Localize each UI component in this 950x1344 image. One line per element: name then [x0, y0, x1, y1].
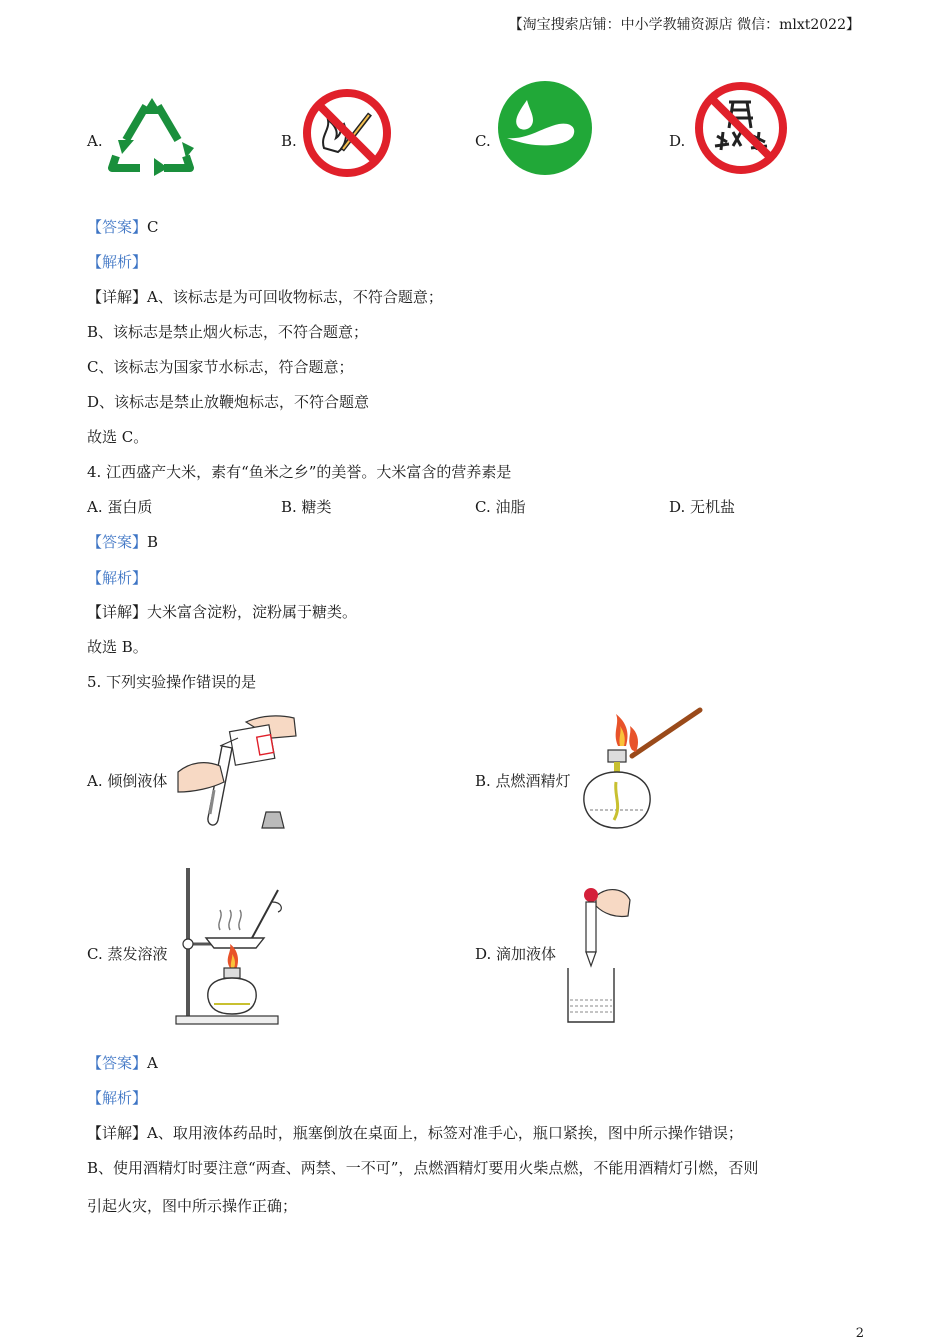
- detail-label: 【详解】: [87, 288, 148, 306]
- q4-detail: [87, 601, 357, 622]
- q3-option-a-letter: A.: [87, 132, 103, 150]
- pouring-liquid-icon: [176, 708, 302, 832]
- no-fire-icon: [302, 88, 392, 178]
- q4-analysis-label: 【解析】: [87, 569, 148, 587]
- q5-answer: [87, 1052, 158, 1073]
- q3-detail-d: D、该标志是禁止放鞭炮标志，不符合题意: [87, 393, 370, 411]
- q5-detail-a: [87, 1122, 743, 1143]
- q4-question: 4. 江西盛产大米，素有“鱼米之乡”的美誉。大米富含的营养素是: [87, 463, 512, 481]
- no-firecracker-icon: [693, 80, 789, 176]
- dropping-liquid-icon: [562, 882, 638, 1028]
- q5-detail-b-line1: B、使用酒精灯时要注意“两查、两禁、一不可”，点燃酒精灯要用火柴点燃，不能用酒精灯引燃，否则: [87, 1159, 759, 1177]
- q4-option-d: D. 无机盐: [669, 498, 736, 516]
- q3-analysis-label: 【解析】: [87, 253, 148, 271]
- q5-option-c: C. 蒸发溶液: [87, 945, 168, 963]
- answer-value: C: [147, 218, 159, 236]
- detail-label: 【详解】: [87, 1124, 148, 1142]
- answer-value: A: [147, 1054, 158, 1072]
- q5-option-a: A. 倾倒液体: [87, 772, 168, 790]
- recycle-icon: [106, 96, 198, 176]
- detail-label: 【详解】: [87, 603, 148, 621]
- evaporating-solution-icon: [172, 864, 288, 1026]
- detail-text: 大米富含淀粉，淀粉属于糖类。: [147, 603, 358, 621]
- q3-answer: [87, 216, 159, 237]
- q3-detail-a: [87, 286, 443, 307]
- q4-option-b: B. 糖类: [281, 498, 332, 516]
- q3-conclusion: 故选 C。: [87, 428, 149, 446]
- q5-option-b: B. 点燃酒精灯: [475, 772, 571, 790]
- q4-option-a: A. 蛋白质: [87, 498, 153, 516]
- q3-option-d-letter: D.: [669, 132, 686, 150]
- q3-detail-b: B、该标志是禁止烟火标志，不符合题意；: [87, 323, 369, 341]
- q3-option-c-letter: C.: [475, 132, 491, 150]
- answer-value: B: [147, 533, 159, 551]
- q5-analysis-label: 【解析】: [87, 1089, 148, 1107]
- lighting-alcohol-lamp-icon: [578, 704, 704, 834]
- q3-option-b-letter: B.: [281, 132, 297, 150]
- q4-option-c: C. 油脂: [475, 498, 526, 516]
- q4-conclusion: 故选 B。: [87, 638, 148, 656]
- page-number: 2: [855, 1326, 864, 1341]
- q5-option-d: D. 滴加液体: [475, 945, 557, 963]
- q4-answer: [87, 531, 158, 552]
- q5-detail-b-line2: 引起火灾，图中所示操作正确；: [87, 1197, 298, 1215]
- answer-label: 【答案】: [87, 218, 148, 236]
- q3-detail-c: C、该标志为国家节水标志，符合题意；: [87, 358, 354, 376]
- answer-label: 【答案】: [87, 1054, 148, 1072]
- answer-label: 【答案】: [87, 533, 148, 551]
- water-saving-icon: [497, 80, 593, 176]
- q5-question: 5. 下列实验操作错误的是: [87, 673, 257, 691]
- page-header: 【淘宝搜索店铺：中小学教辅资源店 微信：mlxt2022】: [508, 17, 860, 33]
- detail-text: A、该标志是为可回收物标志，不符合题意；: [147, 288, 443, 306]
- detail-text: A、取用液体药品时，瓶塞倒放在桌面上，标签对准手心，瓶口紧挨，图中所示操作错误；: [147, 1124, 743, 1142]
